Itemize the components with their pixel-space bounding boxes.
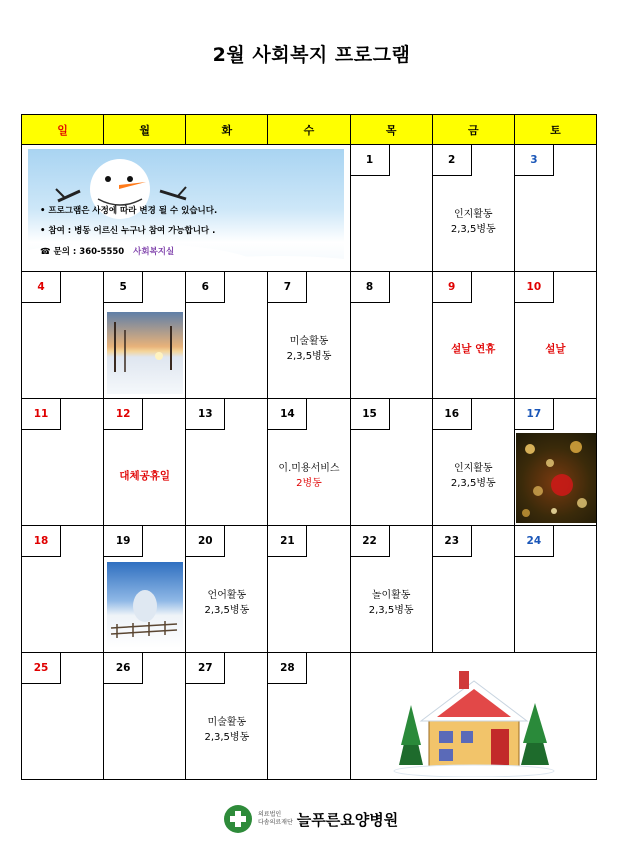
- day-cell-19: [104, 526, 186, 653]
- event-title: 인지활동: [453, 463, 493, 474]
- event-ward: 2,3,5병동: [368, 605, 414, 616]
- weekday-fri: 금: [432, 115, 514, 145]
- weekday-wed: 수: [268, 115, 350, 145]
- day-number: 28: [268, 653, 307, 684]
- day-number: 18: [22, 526, 61, 557]
- day-number: 4: [22, 272, 61, 303]
- lights-bokeh-icon: [516, 433, 596, 523]
- day-number: 5: [104, 272, 143, 303]
- event-ward: 2,3,5병동: [286, 351, 332, 362]
- event-text: [433, 207, 514, 237]
- event-title: 놀이활동: [371, 590, 411, 601]
- notice-line-1: • 프로그램은 사정에 따라 변경 될 수 있습니다.: [40, 206, 218, 216]
- day-cell-23: [432, 526, 514, 653]
- day-cell-13: [186, 399, 268, 526]
- snow-fence-icon: [107, 562, 183, 648]
- snowman-notice-banner: [28, 149, 344, 269]
- notice-cell: [22, 145, 351, 272]
- day-cell-1: [350, 145, 432, 272]
- week-row-2: [22, 272, 597, 399]
- day-cell-11: [22, 399, 104, 526]
- week-row-1: [22, 145, 597, 272]
- holiday-label: 설날 연휴: [451, 343, 496, 355]
- week-row-4: [22, 526, 597, 653]
- hospital-name: 늘푸른요양병원: [296, 810, 399, 829]
- hospital-logo-icon: [224, 805, 252, 833]
- day-cell-5: [104, 272, 186, 399]
- day-cell-10: [514, 272, 596, 399]
- day-number: 15: [351, 399, 390, 430]
- foundation-type: 의료법인: [258, 811, 282, 818]
- day-cell-28: [268, 653, 350, 780]
- day-number: 23: [433, 526, 472, 557]
- event-ward: 2,3,5병동: [204, 732, 250, 743]
- weekday-thu: 목: [350, 115, 432, 145]
- event-text: [186, 588, 267, 618]
- day-cell-20: [186, 526, 268, 653]
- day-number: 12: [104, 399, 143, 430]
- day-cell-4: [22, 272, 104, 399]
- weekday-mon: 월: [104, 115, 186, 145]
- day-cell-18: [22, 526, 104, 653]
- day-number: 14: [268, 399, 307, 430]
- week-row-3: [22, 399, 597, 526]
- day-cell-27: [186, 653, 268, 780]
- day-cell-26: [104, 653, 186, 780]
- day-cell-15: [350, 399, 432, 526]
- day-cell-22: [350, 526, 432, 653]
- calendar-table: [21, 114, 597, 780]
- day-number: 17: [515, 399, 554, 430]
- day-number: 3: [515, 145, 554, 176]
- day-number: 20: [186, 526, 225, 557]
- day-cell-17: [514, 399, 596, 526]
- day-number: 13: [186, 399, 225, 430]
- day-cell-12: [104, 399, 186, 526]
- day-cell-6: [186, 272, 268, 399]
- event-text: [351, 588, 432, 618]
- event-title: 언어활동: [207, 590, 247, 601]
- day-cell-8: [350, 272, 432, 399]
- house-illustration-cell: [350, 653, 596, 780]
- week-row-5: [22, 653, 597, 780]
- event-text: [268, 461, 349, 491]
- day-number: 27: [186, 653, 225, 684]
- foundation-label: [258, 811, 293, 827]
- event-text: [433, 461, 514, 491]
- event-ward: 2,3,5병동: [450, 478, 496, 489]
- weekday-sun: 일: [22, 115, 104, 145]
- hospital-footer: [224, 804, 398, 834]
- winter-trees-icon: [107, 312, 183, 394]
- weekday-tue: 화: [186, 115, 268, 145]
- event-ward: 2병동: [296, 478, 322, 489]
- notice-line-2: • 참여 : 병동 어르신 누구나 참여 가능합니다 .: [40, 226, 216, 236]
- event-text: [268, 334, 349, 364]
- day-number: 8: [351, 272, 390, 303]
- weekday-header-row: [22, 115, 597, 145]
- winter-sunset-photo: [107, 312, 183, 394]
- day-number: 11: [22, 399, 61, 430]
- day-cell-9: [432, 272, 514, 399]
- weekday-sat: 토: [514, 115, 596, 145]
- holiday-label: 설날: [545, 343, 566, 355]
- day-number: 19: [104, 526, 143, 557]
- day-cell-16: [432, 399, 514, 526]
- day-cell-2: [432, 145, 514, 272]
- foundation-name: 다솜의료재단: [258, 819, 293, 826]
- event-title: 이.미용서비스: [278, 463, 340, 474]
- day-cell-24: [514, 526, 596, 653]
- christmas-lights-photo: [516, 433, 596, 523]
- day-cell-21: [268, 526, 350, 653]
- day-cell-3: [514, 145, 596, 272]
- day-number: 22: [351, 526, 390, 557]
- day-number: 16: [433, 399, 472, 430]
- event-title: 미술활동: [207, 717, 247, 728]
- page-title: 2월 사회복지 프로그램: [212, 44, 411, 66]
- contact-department: 사회복지실: [133, 247, 175, 257]
- snowy-house-icon: [351, 655, 591, 777]
- day-cell-25: [22, 653, 104, 780]
- notice-contact: [40, 245, 174, 257]
- day-number: 10: [515, 272, 554, 303]
- day-number: 1: [351, 145, 390, 176]
- event-title: 미술활동: [289, 336, 329, 347]
- day-number: 21: [268, 526, 307, 557]
- day-cell-14: [268, 399, 350, 526]
- event-title: 인지활동: [453, 209, 493, 220]
- day-number: 24: [515, 526, 554, 557]
- event-text: [186, 715, 267, 745]
- day-number: 6: [186, 272, 225, 303]
- holiday-label: 대체공휴일: [119, 470, 171, 482]
- contact-phone: ☎ 문의 : 360-5550: [40, 247, 125, 257]
- event-ward: 2,3,5병동: [450, 224, 496, 235]
- day-number: 9: [433, 272, 472, 303]
- day-cell-7: [268, 272, 350, 399]
- day-number: 25: [22, 653, 61, 684]
- day-number: 26: [104, 653, 143, 684]
- day-number: 7: [268, 272, 307, 303]
- snowy-field-photo: [107, 562, 183, 648]
- event-ward: 2,3,5병동: [204, 605, 250, 616]
- day-number: 2: [433, 145, 472, 176]
